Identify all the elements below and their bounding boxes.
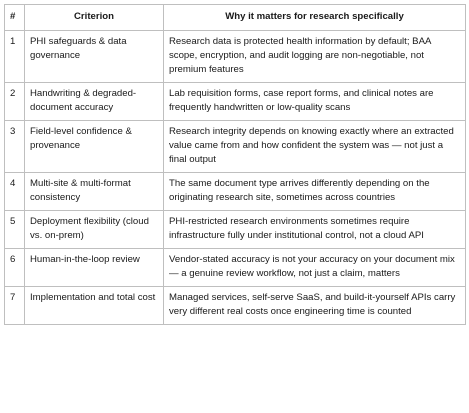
header-number: # — [5, 5, 25, 31]
row-criterion: Multi-site & multi-format consistency — [25, 173, 164, 211]
row-criterion: PHI safeguards & data governance — [25, 31, 164, 83]
table-row — [5, 121, 466, 173]
row-criterion: Implementation and total cost — [25, 287, 164, 325]
table-row — [5, 211, 466, 249]
table-header-row — [5, 5, 466, 31]
table-row — [5, 31, 466, 83]
criteria-table — [4, 4, 466, 325]
criteria-table-container — [4, 4, 465, 325]
row-why: The same document type arrives differently depending on the originating research site, sometimes across countries — [164, 173, 466, 211]
row-criterion: Deployment flexibility (cloud vs. on-prem) — [25, 211, 164, 249]
table-row — [5, 173, 466, 211]
row-why: Vendor-stated accuracy is not your accuracy on your document mix — a genuine review workflow, not just a claim, matters — [164, 249, 466, 287]
row-number: 1 — [5, 31, 25, 83]
row-criterion: Field-level confidence & provenance — [25, 121, 164, 173]
table-row — [5, 249, 466, 287]
row-number: 6 — [5, 249, 25, 287]
row-why: PHI-restricted research environments sometimes require infrastructure fully under institutional control, not a cloud API — [164, 211, 466, 249]
row-why: Research integrity depends on knowing exactly where an extracted value came from and how confident the system was — not just a final output — [164, 121, 466, 173]
row-number: 3 — [5, 121, 25, 173]
row-number: 4 — [5, 173, 25, 211]
table-row — [5, 287, 466, 325]
row-number: 7 — [5, 287, 25, 325]
row-number: 5 — [5, 211, 25, 249]
header-criterion: Criterion — [25, 5, 164, 31]
row-criterion: Human-in-the-loop review — [25, 249, 164, 287]
row-criterion: Handwriting & degraded-document accuracy — [25, 83, 164, 121]
row-why: Research data is protected health information by default; BAA scope, encryption, and audit logging are non-negotiable, not premium features — [164, 31, 466, 83]
row-why: Managed services, self-serve SaaS, and build-it-yourself APIs carry very different real costs once engineering time is counted — [164, 287, 466, 325]
row-number: 2 — [5, 83, 25, 121]
header-why-it-matters: Why it matters for research specifically — [164, 5, 466, 31]
table-row — [5, 83, 466, 121]
row-why: Lab requisition forms, case report forms, and clinical notes are frequently handwritten or low-quality scans — [164, 83, 466, 121]
